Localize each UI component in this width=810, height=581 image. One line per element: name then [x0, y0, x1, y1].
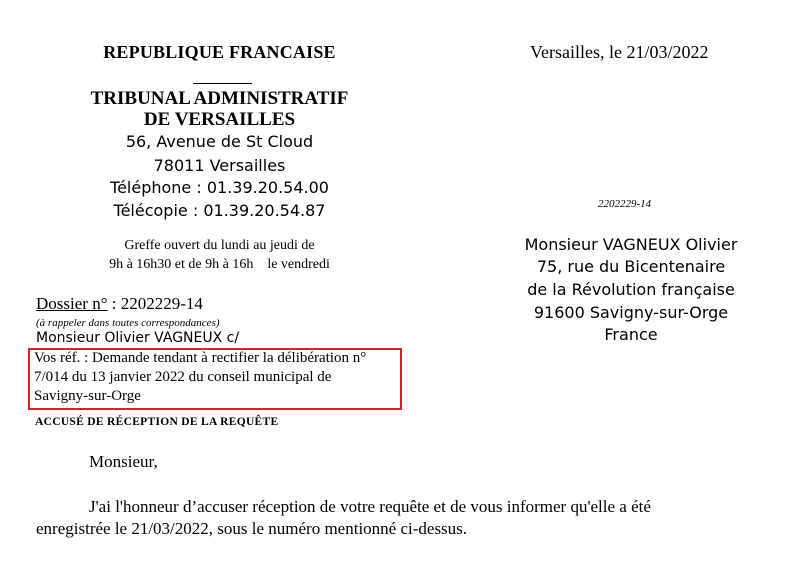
party-line: Monsieur Olivier VAGNEUX c/: [36, 330, 240, 346]
dossier-number: : 2202229-14: [107, 294, 203, 313]
your-refs-line1: Vos réf. : Demande tendant à rectifier la délibération n°: [34, 350, 367, 366]
letter-date: Versailles, le 21/03/2022: [530, 42, 709, 62]
court-name-line1: TRIBUNAL ADMINISTRATIF: [90, 88, 349, 109]
office-hours-line1: Greffe ouvert du lundi au jeudi de: [124, 238, 315, 253]
court-name-line2: DE VERSAILLES: [143, 109, 296, 130]
recipient-city: 91600 Savigny-sur-Orge: [533, 303, 729, 322]
republic-heading: REPUBLIQUE FRANCAISE: [103, 42, 336, 62]
dossier-label: Dossier n°: [36, 294, 108, 313]
recipient-street: 75, rue du Bicentenaire: [536, 257, 726, 276]
heading-divider: [193, 83, 252, 84]
salutation: Monsieur,: [89, 452, 158, 471]
body-line2: enregistrée le 21/03/2022, sous le numéro mentionné ci-dessus.: [36, 519, 468, 538]
your-refs-line3: Savigny-sur-Orge: [34, 388, 141, 404]
court-city: 78011 Versailles: [153, 156, 286, 175]
body-line1: J'ai l'honneur d’accuser réception de votre requête et de vous informer qu'elle a été: [89, 497, 651, 516]
dossier-note: (à rappeler dans toutes correspondances): [36, 317, 220, 329]
acknowledgement-heading: ACCUSÉ DE RÉCEPTION DE LA REQUÊTE: [35, 416, 279, 428]
recipient-name: Monsieur VAGNEUX Olivier: [524, 235, 738, 254]
your-refs-line2: 7/014 du 13 janvier 2022 du conseil municipal de: [34, 369, 332, 385]
court-phone: Téléphone : 01.39.20.54.00: [110, 178, 329, 197]
case-reference-small: 2202229-14: [598, 198, 652, 210]
office-hours-line2: 9h à 16h30 et de 9h à 16h le vendredi: [109, 257, 330, 272]
court-street: 56, Avenue de St Cloud: [125, 132, 314, 151]
dossier-number-line: [36, 294, 203, 314]
recipient-place: de la Révolution française: [527, 280, 735, 299]
recipient-country: France: [604, 325, 658, 344]
court-fax: Télécopie : 01.39.20.54.87: [113, 201, 326, 220]
